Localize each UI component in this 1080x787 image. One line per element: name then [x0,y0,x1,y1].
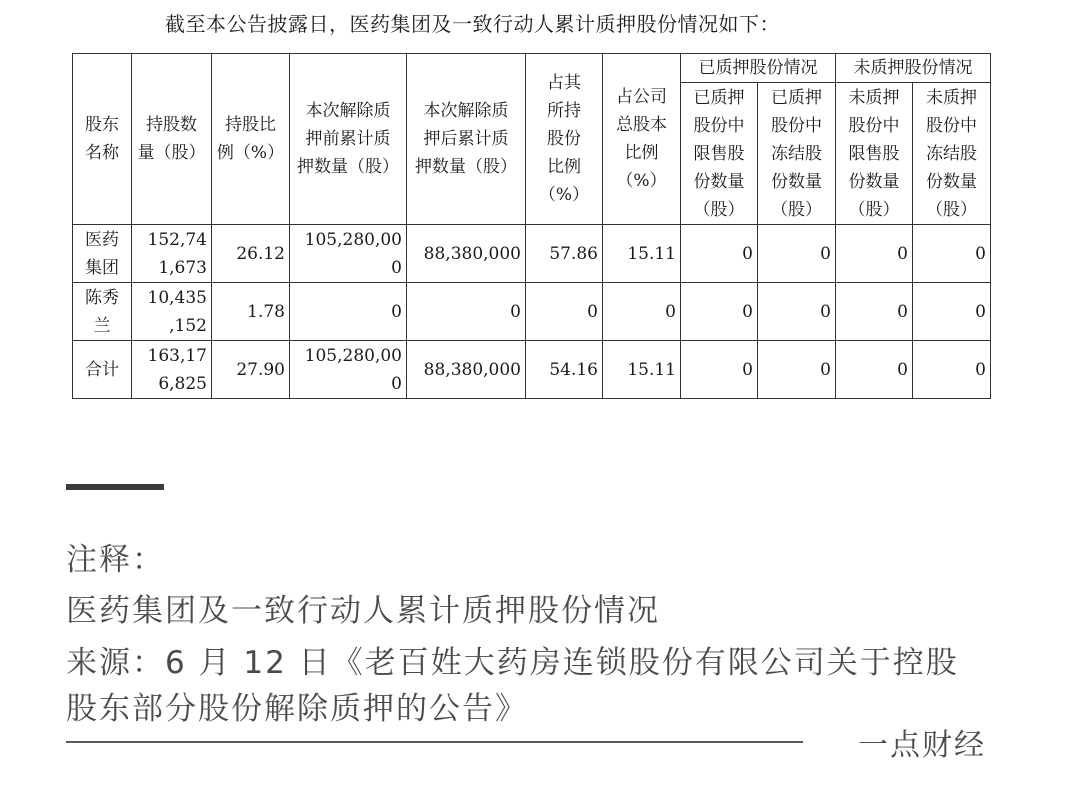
header-own-share-ratio: 占其 所持 股份 比例 （%） [526,54,603,225]
header-unpledged-frozen: 未质押 股份中 冻结股 份数量 （股） [913,83,991,225]
cell-p-frozen: 0 [758,225,836,283]
cell-shares: 163,17 6,825 [132,341,212,399]
cell-total-ratio: 15.11 [603,225,681,283]
cell-ratio: 1.78 [212,283,290,341]
cell-ratio: 27.90 [212,341,290,399]
section-divider [66,484,164,490]
cell-name: 医药 集团 [73,225,132,283]
cell-shares: 152,74 1,673 [132,225,212,283]
note-line-1: 医药集团及一致行动人累计质押股份情况 [66,593,660,629]
cell-p-frozen: 0 [758,283,836,341]
header-pledged-frozen: 已质押 股份中 冻结股 份数量 （股） [758,83,836,225]
cell-u-frozen: 0 [913,225,991,283]
cell-u-frozen: 0 [913,283,991,341]
note-line-2: 来源：6 月 12 日《老百姓大药房连锁股份有限公司关于控股 [66,645,959,681]
cell-name: 合计 [73,341,132,399]
cell-before: 0 [290,283,407,341]
cell-own-ratio: 54.16 [526,341,603,399]
header-shares-held: 持股数 量（股） [132,54,212,225]
footer-rule [66,741,803,743]
table-row [73,341,991,399]
cell-u-restricted: 0 [836,341,913,399]
cell-after: 0 [407,283,526,341]
table-row [73,225,991,283]
header-group-unpledged: 未质押股份情况 [836,54,991,83]
header-unpledged-restricted: 未质押 股份中 限售股 份数量 （股） [836,83,913,225]
pledge-table [72,53,991,399]
cell-p-restricted: 0 [681,341,758,399]
cell-p-frozen: 0 [758,341,836,399]
header-pledged-restricted: 已质押 股份中 限售股 份数量 （股） [681,83,758,225]
header-pledged-before: 本次解除质 押前累计质 押数量（股） [290,54,407,225]
header-holding-ratio: 持股比 例（%） [212,54,290,225]
header-total-share-ratio: 占公司 总股本 比例 （%） [603,54,681,225]
cell-after: 88,380,000 [407,341,526,399]
table-row [73,283,991,341]
cell-own-ratio: 0 [526,283,603,341]
header-shareholder-name: 股东 名称 [73,54,132,225]
intro-text: 截至本公告披露日，医药集团及一致行动人累计质押股份情况如下： [165,12,780,36]
cell-u-restricted: 0 [836,283,913,341]
cell-before: 105,280,00 0 [290,341,407,399]
header-group-pledged: 已质押股份情况 [681,54,836,83]
note-line-3: 股东部分股份解除质押的公告》 [66,691,528,727]
cell-p-restricted: 0 [681,225,758,283]
cell-own-ratio: 57.86 [526,225,603,283]
cell-u-restricted: 0 [836,225,913,283]
cell-ratio: 26.12 [212,225,290,283]
cell-name: 陈秀 兰 [73,283,132,341]
cell-p-restricted: 0 [681,283,758,341]
cell-total-ratio: 0 [603,283,681,341]
header-pledged-after: 本次解除质 押后累计质 押数量（股） [407,54,526,225]
note-label: 注释： [66,542,165,578]
cell-before: 105,280,00 0 [290,225,407,283]
brand-name: 一点财经 [858,728,986,763]
cell-after: 88,380,000 [407,225,526,283]
cell-total-ratio: 15.11 [603,341,681,399]
cell-u-frozen: 0 [913,341,991,399]
cell-shares: 10,435 ,152 [132,283,212,341]
